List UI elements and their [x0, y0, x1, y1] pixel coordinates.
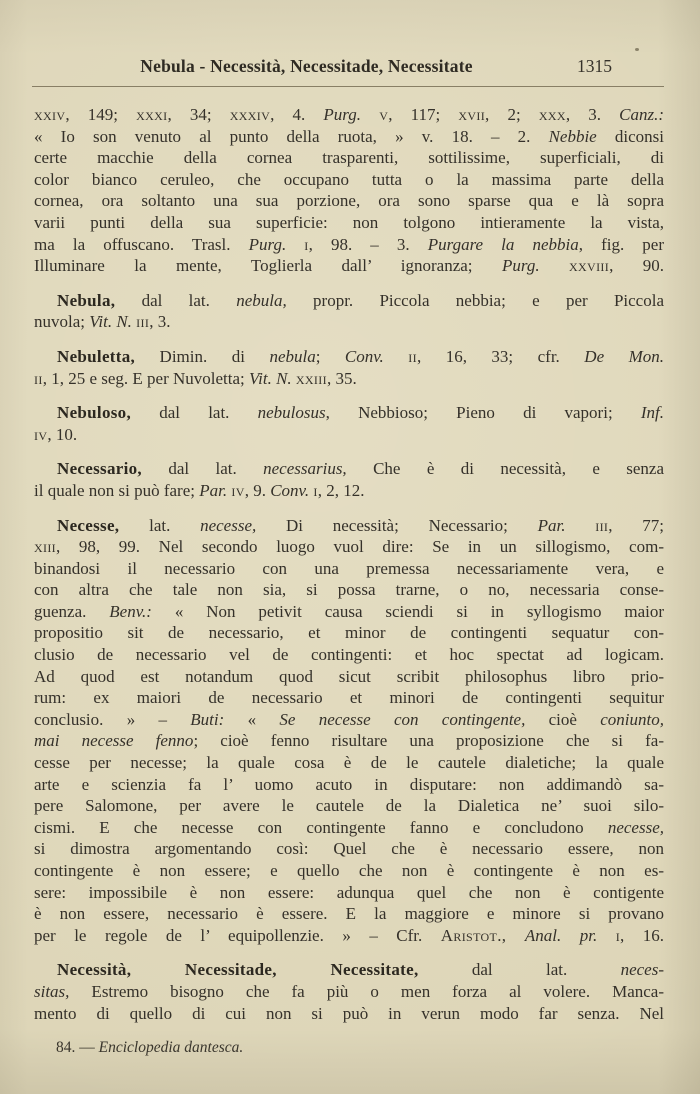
text-segment: nebula: [269, 346, 316, 366]
text-segment: dal lat.: [115, 290, 237, 310]
text-segment: per le regole de l’ equipollenzie. » – Cfr.: [34, 925, 441, 945]
text-segment: , fig. per: [578, 234, 664, 254]
text-segment: cornea, ora soltanto una sua porzione, ora sono sparse qua e là sopra: [34, 191, 664, 211]
text-segment: , 1, 25 e seg. E per Nuvoletta;: [42, 368, 249, 388]
text-segment: [506, 926, 524, 945]
text-segment: Se necesse con contingente,: [279, 709, 526, 729]
text-segment: dal lat.: [418, 960, 621, 980]
text-segment: , 4.: [270, 105, 324, 124]
text-segment: v: [379, 105, 389, 124]
text-segment: iii: [136, 312, 150, 332]
text-segment: , Nebbioso; Pieno di vapori;: [325, 403, 641, 423]
text-line: [34, 558, 664, 580]
dictionary-paragraph: [34, 458, 664, 501]
text-segment: guenza.: [34, 601, 110, 621]
text-segment: xxxiv: [229, 105, 271, 124]
text-segment: nebula,: [236, 290, 287, 310]
text-segment: lat.: [119, 515, 201, 535]
text-line: [34, 458, 664, 480]
text-line: [34, 774, 664, 796]
text-segment: mento di quello di cui non si può in verun modo far senza. Nel: [34, 1003, 664, 1023]
text-segment: Necesse,: [57, 515, 120, 535]
text-line: [34, 752, 664, 774]
text-segment: necesse,: [200, 515, 257, 535]
text-segment: , 2;: [485, 105, 539, 124]
text-segment: , 35.: [326, 368, 357, 388]
text-line: [34, 515, 664, 537]
text-line: [34, 368, 664, 390]
text-line: [34, 860, 664, 882]
text-segment: Purg.: [248, 234, 287, 254]
text-segment: sitas,: [34, 981, 70, 1001]
text-segment: mai necesse fenno: [34, 731, 194, 751]
text-segment: xxxi: [136, 105, 168, 124]
text-segment: Che è di necessità, e senza: [346, 459, 664, 479]
text-segment: i: [615, 925, 621, 945]
text-segment: iii: [595, 515, 609, 535]
text-line: [34, 666, 664, 688]
text-segment: sere: impossibile è non essere: adunqua quel che non è contigente: [34, 882, 664, 902]
text-segment: , 9.: [244, 480, 271, 500]
text-segment: i: [313, 480, 318, 500]
text-segment: clusio de necessario vel de contingenti: et hoc spectat ad logicam.: [34, 645, 664, 665]
text-segment: De Mon.: [584, 346, 665, 366]
text-segment: i: [304, 234, 309, 254]
text-segment: Vit. N.: [249, 368, 292, 388]
text-segment: iv: [231, 480, 245, 500]
signature-footer: [56, 1039, 664, 1057]
text-segment: Di necessità; Necessario;: [256, 515, 538, 535]
text-segment: [566, 516, 596, 535]
text-segment: «: [224, 709, 280, 729]
text-segment: nuvola;: [34, 312, 90, 332]
text-line: [34, 424, 664, 446]
text-segment: cismi. E che necesse con contingente fanno e concludono: [34, 817, 608, 837]
text-line: [34, 311, 664, 333]
text-segment: propr. Piccola nebbia; e per Piccola: [286, 290, 664, 310]
text-line: [34, 601, 664, 623]
text-block: [34, 104, 664, 1024]
text-segment: coniunto,: [600, 709, 664, 729]
text-segment: , 16, 33; cfr.: [416, 346, 585, 366]
text-segment: iv: [34, 424, 48, 444]
text-segment: color bianco ceruleo, che occupano tutta o la massima parte della: [34, 169, 664, 189]
text-segment: necessarius,: [263, 459, 347, 479]
text-segment: Benv.:: [109, 601, 152, 621]
text-segment: Illuminare la mente, Toglierla dall’ ignoranza;: [34, 256, 502, 276]
text-segment: Conv.: [344, 346, 384, 366]
text-segment: neces-: [620, 960, 664, 980]
text-segment: dal lat.: [131, 403, 258, 423]
text-line: [34, 981, 664, 1003]
text-segment: , 3.: [149, 312, 171, 332]
text-segment: Purg.: [323, 105, 362, 124]
text-line: [34, 290, 664, 312]
text-line: [34, 925, 664, 947]
text-segment: , 34;: [167, 105, 230, 124]
text-segment: , 10.: [47, 424, 78, 444]
text-segment: Conv.: [270, 480, 310, 500]
header-rule: [32, 86, 664, 87]
text-segment: pere Salomone, per avere le cautele de la Dialetica ne’ suoi silo-: [34, 796, 664, 816]
text-segment: Nebuloso,: [57, 403, 132, 423]
text-segment: Necessario,: [57, 459, 142, 479]
text-line: [34, 147, 664, 169]
text-line: [34, 212, 664, 234]
text-segment: Necessità, Necessitade, Necessitate,: [57, 960, 419, 980]
text-line: [34, 536, 664, 558]
text-segment: ii: [408, 346, 417, 366]
text-line: [34, 190, 664, 212]
dictionary-paragraph: [34, 515, 664, 947]
text-segment: ii: [34, 368, 43, 388]
text-segment: [384, 347, 408, 366]
text-line: [34, 1003, 664, 1025]
text-segment: Nebula,: [57, 290, 116, 310]
text-segment: Enciclopedia dantesca.: [98, 1039, 244, 1057]
text-segment: dal lat.: [141, 459, 264, 479]
text-segment: [597, 926, 615, 945]
text-line: [34, 795, 664, 817]
text-segment: , 2, 12.: [317, 480, 365, 500]
text-segment: , 98. – 3.: [308, 234, 428, 254]
text-segment: varii punti della sua superficie: non tolgono intieramente la vista,: [34, 212, 664, 232]
text-segment: con altra che tale non sia, si possa trarne, o no, necessaria conse-: [34, 580, 664, 600]
text-line: [34, 480, 664, 502]
paper-speck: [635, 48, 639, 51]
text-line: [34, 882, 664, 904]
text-line: [34, 838, 664, 860]
text-segment: Ad quod est notandum quod sicut scribit philosophus libro prio-: [34, 666, 664, 686]
text-segment: si dimostra argomentando così: Quel che è necessario essere, non: [34, 839, 664, 859]
text-line: [34, 959, 664, 981]
text-segment: binandosi il necessario con una premessa necessariamente vera, e: [34, 558, 664, 578]
text-line: [34, 579, 664, 601]
text-segment: è non essere, necessario è essere. E la maggiore e minore si provano: [34, 904, 664, 924]
text-segment: xxviii: [569, 256, 610, 276]
text-line: [34, 622, 664, 644]
text-segment: necesse,: [607, 817, 664, 837]
text-segment: rum: ex maiori de necessario et minori de contingenti sequitur: [34, 688, 664, 708]
text-segment: , 3.: [565, 105, 620, 124]
text-segment: , 149;: [65, 105, 137, 124]
text-segment: ; cioè fenno risultare una proposizione che si fa-: [193, 731, 664, 751]
page-number: 1315: [577, 56, 612, 76]
text-segment: « Io son venuto al punto della ruota, » v. 18. – 2.: [34, 126, 549, 146]
text-segment: Par.: [537, 515, 566, 535]
text-segment: Par.: [199, 480, 228, 500]
text-segment: xxiii: [295, 368, 327, 388]
text-segment: xvii: [458, 105, 486, 124]
dictionary-paragraph: [34, 402, 664, 445]
text-segment: [361, 105, 379, 124]
text-segment: Canz.:: [619, 105, 665, 124]
text-segment: contingente è non essere; e quello che non è contingente è non es-: [34, 861, 664, 880]
text-segment: Buti:: [190, 709, 225, 729]
text-segment: Purgare la nebbia: [427, 234, 579, 254]
text-segment: conclusio. » –: [34, 709, 191, 729]
text-segment: Aristot.,: [440, 925, 507, 945]
text-segment: xxiv: [34, 105, 66, 124]
dictionary-paragraph: [34, 346, 664, 389]
text-segment: Purg.: [501, 256, 540, 276]
text-segment: cesse per necesse; la quale cosa è de le cautele dialetiche; la quale: [34, 753, 664, 773]
text-segment: certe macchie della cornea trasparenti, sottilissime, superficiali, di: [34, 148, 664, 168]
text-segment: xxx: [538, 105, 566, 124]
text-line: [34, 903, 664, 925]
text-segment: , 90.: [609, 256, 665, 276]
text-segment: 84. —: [56, 1039, 99, 1057]
text-segment: Nebbie: [548, 126, 597, 146]
text-line: [34, 169, 664, 191]
text-line: [34, 730, 664, 752]
text-line: [34, 255, 664, 277]
text-segment: , 98, 99. Nel secondo luogo vuol dire: Se in un sillogismo, com-: [56, 537, 664, 557]
text-line: [34, 126, 664, 148]
running-header: [0, 56, 700, 77]
text-segment: il quale non si può fare;: [34, 480, 200, 500]
text-segment: ;: [315, 346, 345, 366]
text-line: [34, 687, 664, 709]
dictionary-paragraph: [34, 104, 664, 277]
text-segment: Estremo bisogno che fa più o men forza al volere. Manca-: [69, 981, 664, 1001]
text-segment: [286, 235, 304, 254]
text-segment: [540, 256, 569, 275]
text-line: [34, 402, 664, 424]
text-segment: Inf.: [640, 403, 665, 423]
text-line: [34, 346, 664, 368]
dictionary-paragraph: [34, 959, 664, 1024]
text-line: [34, 104, 664, 126]
text-segment: Anal. pr.: [524, 925, 598, 945]
text-segment: Dimin. di: [135, 346, 270, 366]
text-segment: Vit. N.: [89, 312, 132, 332]
text-line: [34, 709, 664, 731]
text-segment: diconsi: [596, 126, 664, 146]
text-segment: ma la offuscano. Trasl.: [34, 234, 249, 254]
text-segment: , 117;: [388, 105, 459, 124]
text-line: [34, 234, 664, 256]
text-segment: xiii: [34, 537, 57, 557]
text-segment: cioè: [525, 709, 601, 729]
text-line: [34, 644, 664, 666]
text-segment: , 77;: [608, 515, 664, 535]
text-segment: Nebuletta,: [57, 346, 136, 366]
running-header-title: Nebula - Necessità, Necessitade, Necessitate: [140, 56, 473, 76]
text-segment: « Non petivit causa sciendi si in syllogismo maior: [151, 601, 664, 621]
dictionary-paragraph: [34, 290, 664, 333]
text-segment: , 16.: [620, 925, 665, 945]
text-line: [34, 817, 664, 839]
text-segment: nebulosus: [257, 403, 326, 423]
text-segment: arte e scienzia fa l’ uomo acuto in disputare: non addimandò sa-: [34, 774, 664, 794]
text-segment: propositio sit de necessario, et minor de contingenti sequatur con-: [34, 623, 664, 643]
